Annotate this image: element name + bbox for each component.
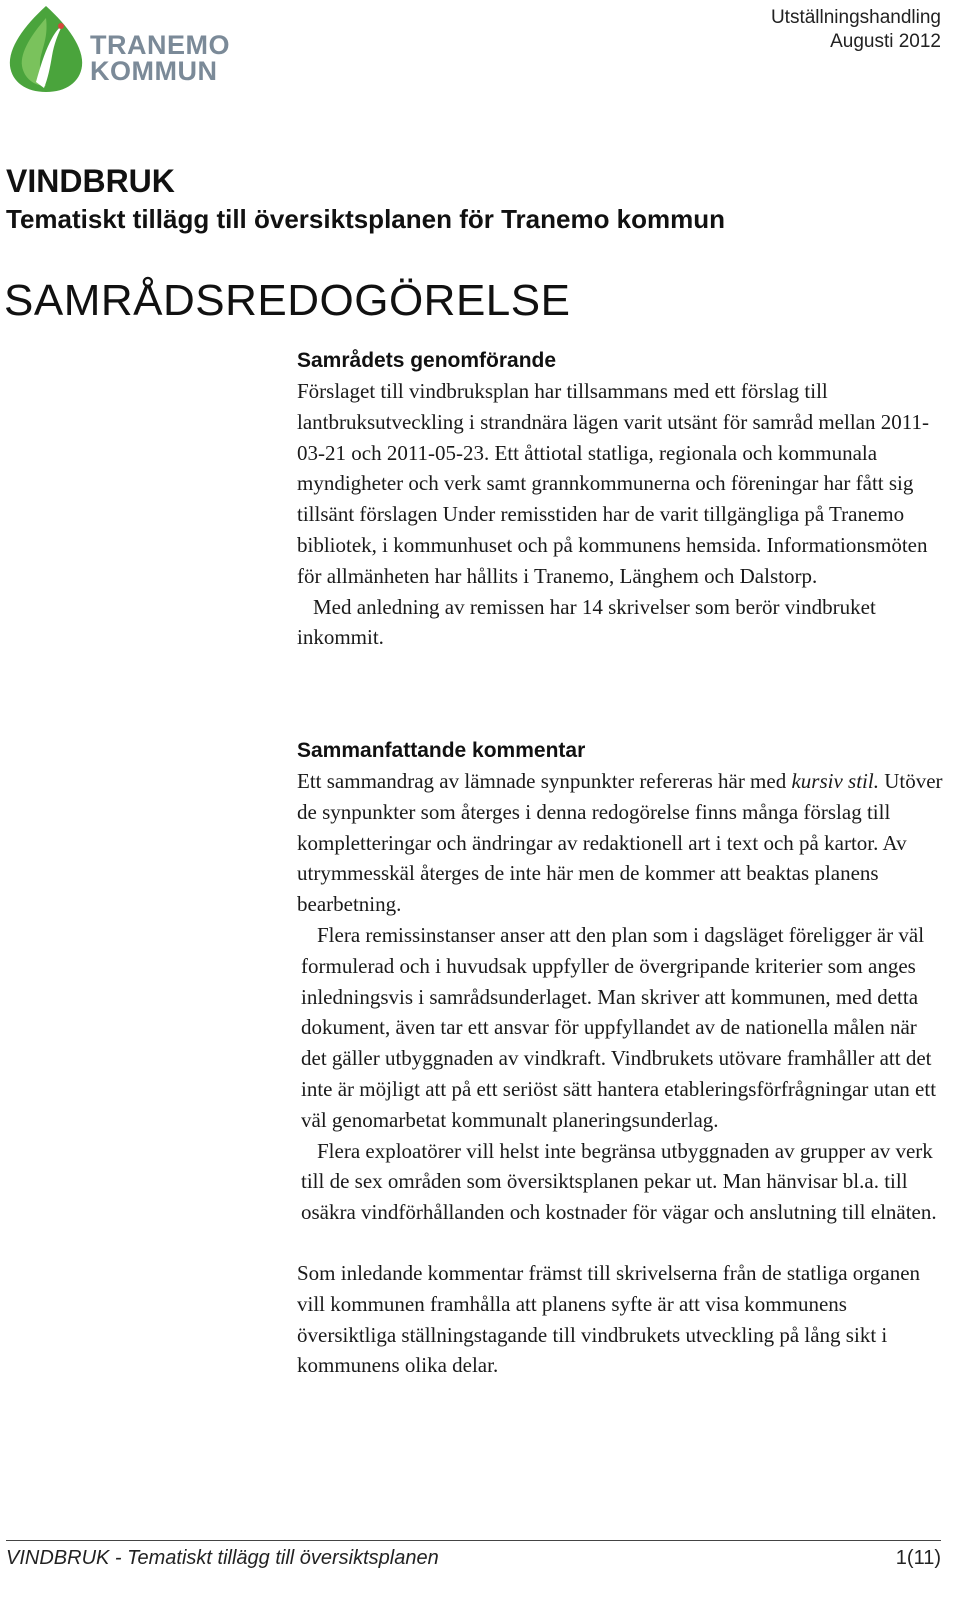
section-samradets-genomforande	[297, 345, 947, 653]
italic-text: kursiv stil.	[791, 769, 879, 793]
paragraph: Förslaget till vindbruksplan har tillsammans med ett förslag till lantbruksutveckling i strandnära lägen varit utsänt för samråd mellan 2011-03-21 och 2011-05-23. Ett åttiotal statliga, regionala och kommunala myndigheter och verk samt grannkommunerna och föreningar har fått sig tillsänt förslagen Under remisstiden har de varit tillgängliga på Tranemo bibliotek, i kommunhuset och på kommunens hemsida. Informationsmöten för allmänheten har hållits i Tranemo, Länghem och Dalstorp.	[297, 379, 929, 588]
paragraph: Flera exploatörer vill helst inte begränsa utbyggnaden av grupper av verk till de sex områden som översiktsplanen pekar ut. Man hänvisar bl.a. till osäkra vindförhållanden och kostnader för vägar och anslutning till elnäten.	[301, 1138, 937, 1225]
document-date: Augusti 2012	[830, 31, 941, 52]
document-heading: SAMRÅDSREDOGÖRELSE	[4, 276, 571, 325]
section-heading: Sammanfattande kommentar	[297, 739, 586, 762]
page-number: 1(11)	[895, 1547, 941, 1569]
document-subtitle: Tematiskt tillägg till översiktsplanen för Tranemo kommun	[6, 204, 726, 234]
section-sammanfattande-kommentar	[297, 735, 947, 1381]
paragraph: Flera remissinstanser anser att den plan som i dagsläget föreligger är väl formulerad och i huvudsak uppfyller de övergripande kriterier som anges inledningsvis i samrådsunderlaget. Man skriver att kommunen, med detta dokument, även tar ett ansvar för uppfyllandet av de nationella målen när det gäller utbyggnaden av vindkraft. Vindbrukets utövare framhåller att det inte är möjligt att på ett seriöst sätt hantera etableringsförfrågningar utan ett väl genomarbetat kommunalt planeringsunderlag.	[301, 922, 937, 1132]
document-title: VINDBRUK	[6, 163, 175, 199]
tranemo-kommun-logo	[6, 4, 230, 94]
paragraph: Som inledande kommentar främst till skrivelserna från de statliga organen vill kommunen framhålla att planens syfte är att visa kommunens översiktliga ställningstagande till vindbrukets utveckling på lång sikt i kommunens olika delar.	[297, 1260, 921, 1378]
paragraph: Med anledning av remissen har 14 skrivelser som berör vindbruket inkommit.	[297, 594, 876, 650]
logo-leaf-icon	[6, 4, 86, 94]
paragraph-text: Utöver de synpunkter som återges i denna redogörelse finns många förslag till kompletteringar och ändringar av redaktionell art i text och på kartor. Av utrymmesskäl återges de inte här men de kommer att beaktas planens bearbetning.	[297, 769, 943, 917]
logo-line1: TRANEMO	[90, 30, 230, 60]
document-meta	[771, 6, 941, 54]
section-heading: Samrådets genomförande	[297, 349, 557, 372]
logo-line2: KOMMUN	[90, 56, 218, 86]
footer-title: VINDBRUK - Tematiskt tillägg till översiktsplanen	[6, 1547, 439, 1569]
document-type: Utställningshandling	[770, 7, 941, 28]
page-footer	[6, 1540, 941, 1569]
paragraph-text: Ett sammandrag av lämnade synpunkter refereras här med	[297, 769, 787, 793]
paragraph	[297, 766, 947, 920]
